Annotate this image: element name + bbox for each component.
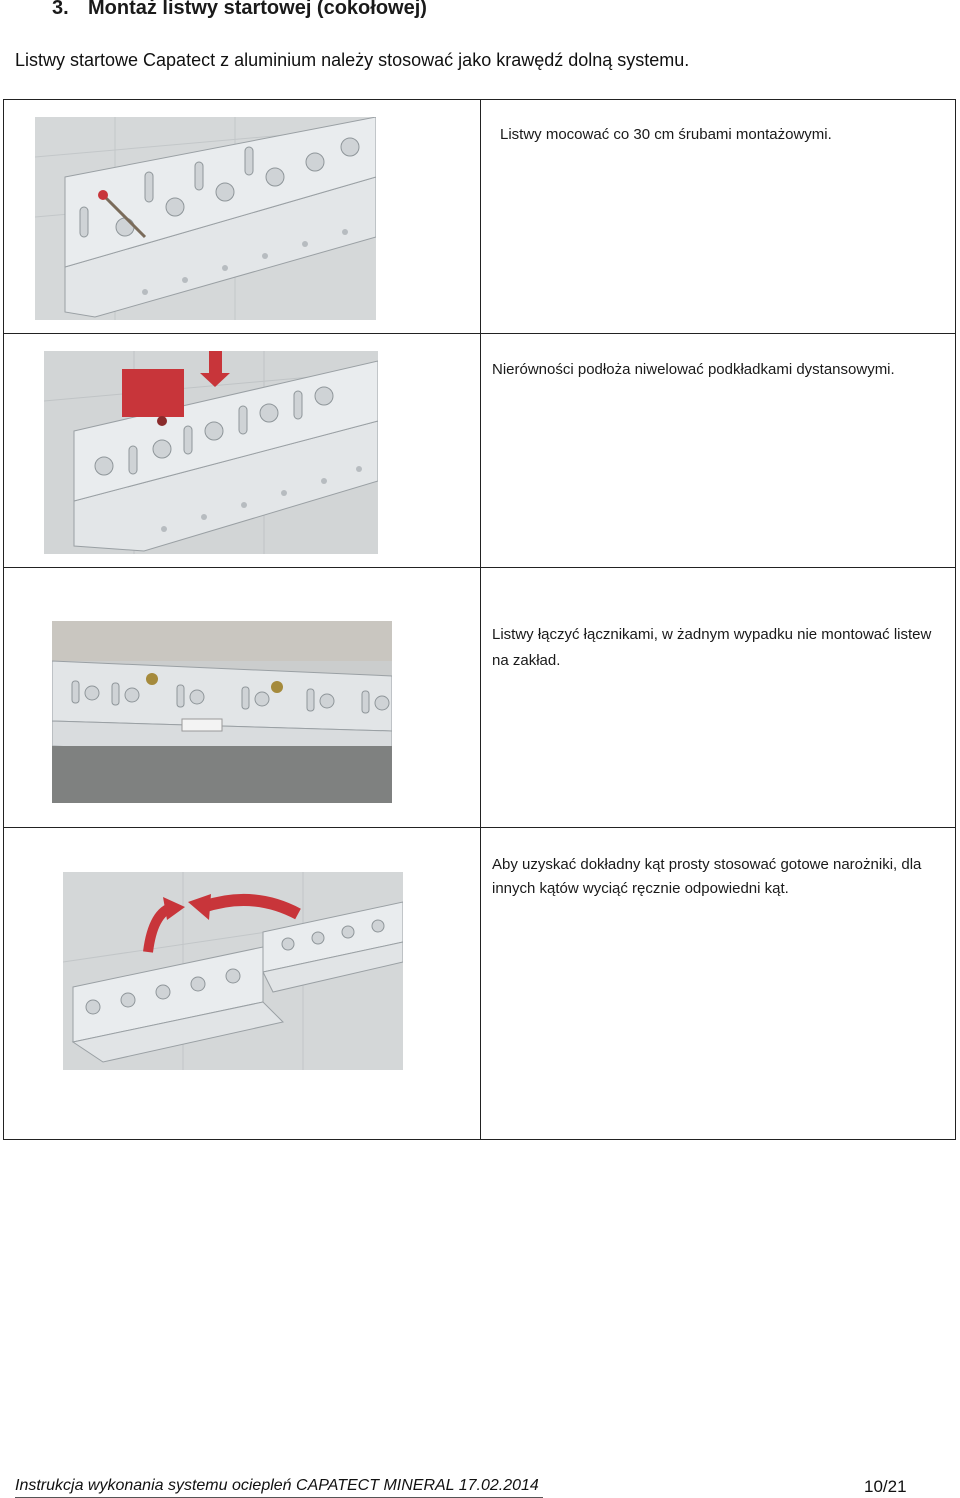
step-row-1: [4, 100, 956, 334]
steps-table: [3, 99, 956, 1140]
step-row-2: [4, 334, 956, 568]
starter-rail-spacer-photo: [44, 351, 378, 554]
step-2-caption: Nierówności podłoża niwelować podkładkami dystansowymi.: [492, 361, 895, 378]
section-number: 3.: [52, 0, 69, 19]
step-1-caption: Listwy mocować co 30 cm śrubami montażowymi.: [500, 126, 832, 143]
starter-rail-corner-photo: [63, 872, 403, 1070]
step-row-4: [4, 828, 956, 1140]
step-3-image-cell: [4, 568, 481, 828]
footer-page-number: 10/21: [864, 1477, 907, 1496]
step-1-image-cell: [4, 100, 481, 334]
step-3-caption: Listwy łączyć łącznikami, w żadnym wypadku nie montować listew na zakład.: [492, 626, 932, 669]
step-2-text-cell: [481, 334, 956, 568]
step-2-image-cell: [4, 334, 481, 568]
step-4-caption: Aby uzyskać dokładny kąt prosty stosować gotowe narożniki, dla innych kątów wyciąć ręcznie odpowiedni kąt.: [492, 856, 922, 897]
step-4-image-cell: [4, 828, 481, 1140]
footer-document-title: Instrukcja wykonania systemu ociepleń CAPATECT MINERAL 17.02.2014: [15, 1477, 539, 1494]
step-4-text-cell: [481, 828, 956, 1140]
step-1-text-cell: [481, 100, 956, 334]
step-row-3: [4, 568, 956, 828]
starter-rail-screw-photo: [35, 117, 376, 320]
intro-text: Listwy startowe Capatect z aluminium należy stosować jako krawędź dolną systemu.: [15, 50, 690, 70]
section-title: Montaż listwy startowej (cokołowej): [88, 0, 427, 19]
starter-rail-connector-photo: [52, 621, 392, 803]
step-3-text-cell: [481, 568, 956, 828]
section-heading: [52, 0, 427, 20]
